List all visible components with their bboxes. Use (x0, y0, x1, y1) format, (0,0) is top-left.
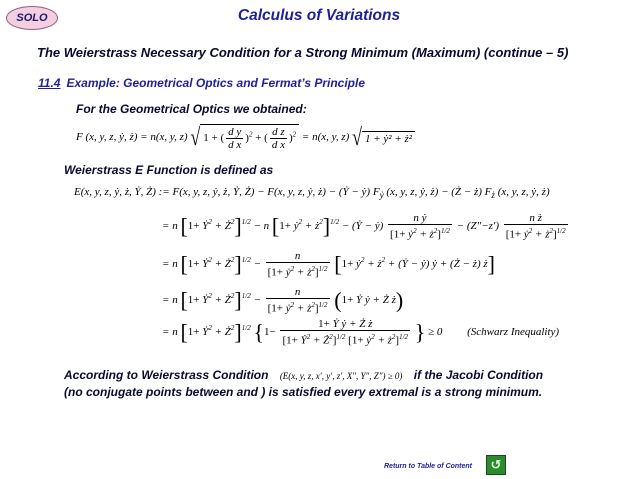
weierstrass-label: Weierstrass E Function is defined as (64, 163, 274, 177)
section-number: 11.4 (38, 76, 61, 90)
sqrt-icon: √ (190, 123, 201, 151)
return-to-toc-link[interactable]: Return to Table of Content (384, 463, 473, 470)
page-title: Calculus of Variations (237, 7, 401, 24)
e-function-line-4: = n [1+ Ẏ$^2$ + $Ż^2]^{1/2}$ − $\frac{n}{[1+ ẏ^2 + ż^2]^{1/2}}$ (1+ Ẏ ẏ + Ż ż) (162, 286, 404, 315)
e-function-line-1 (74, 186, 550, 200)
optics-equation (76, 124, 415, 151)
e-function-lhs: E(x, y, z, ẏ, ż, Ẏ, Ż) := (74, 186, 170, 198)
sqrt-arg-1: 1 + ( $\frac{\text{d y}}{\text{d x}}$ )$^2$ + ( $\frac{\text{d z}}{\text{d x}}$ )$^2$ (200, 124, 299, 151)
page-subtitle: The Weierstrass Necessary Condition for a Strong Minimum (Maximum) (continue – 5) (37, 45, 569, 60)
e-function-rhs-part1: F(x, y, z, ẏ, ż, Ẏ, Ż) − F(x, y, z, ẏ, ż) − (Ẏ − ẏ) F (172, 186, 380, 198)
e-function-line-5: = n [1+ Ẏ$^2$ + $Ż^2]^{1/2}$ {1− $\frac{\text{1+ Ẏ ẏ + Ż ż}}{[1+ Ẏ^2 + Ż^2]^{1/2} [1+ ẏ^2 + ż^2]^{1/2}}$ } ≥ 0 (Schwarz Inequality) (162, 318, 560, 347)
e-function-sub-y: ẏ (379, 190, 384, 201)
return-arrow-icon[interactable]: ↺ (486, 455, 506, 475)
sqrt-icon: √ (352, 123, 362, 151)
conclusion-end: if the Jacobi Condition (413, 368, 544, 382)
sqrt-arg-2: 1 + ẏ² + ż² (362, 131, 415, 145)
e-function-line-3: = n [1+ Ẏ$^2$ + $Ż^2]^{1/2}$ − $\frac{n}{[1+ ẏ^2 + ż^2]^{1/2}}$ [1+ ẏ$^2$ + $ż^2$ + (Ẏ − ẏ) ẏ + (Ż − ż) ż] (162, 250, 495, 279)
section-heading (38, 76, 365, 90)
e-function-sub-z: ż (491, 190, 495, 201)
conclusion-line-1 (64, 368, 543, 382)
e-function-rhs-part3: (x, y, z, ẏ, ż) (497, 186, 550, 198)
e-function-line-2: = n [1+ Ẏ$^2$ + $Ż^2]^{1/2} - n$ [1+ ẏ$^2$ + $ż^2]^{1/2}$ − (Ẏ − ẏ) $\frac{\text{n ẏ}}{[1+ ẏ^2 + ż^2]^{1/2}}$ − (Z″−z′) $\frac{\text{n ż}}{[1+ ẏ^2 + ż^2]^{1/2}}$ (162, 212, 566, 241)
section-title: Example: Geometrical Optics and Fermat’s Principle (66, 76, 366, 90)
weierstrass-condition: (E(x, y, z, x′, y′, z′, X″, Y″, Z″) ≥ 0) (279, 371, 403, 381)
conclusion-line-2: (no conjugate points between and ) is satisfied every extremal is a strong minimum. (64, 385, 543, 399)
schwarz-note: (Schwarz Inequality) (467, 325, 560, 338)
optics-mid: = n(x, y, z) (301, 131, 350, 144)
optics-lhs: F (x, y, z, ẏ, ż) = n(x, y, z) (76, 131, 188, 144)
e-function-rhs-part2: (x, y, z, ẏ, ż) − (Ż − ż) F (386, 186, 492, 198)
conclusion-start: According to Weierstrass Condition (64, 368, 269, 382)
optics-label: For the Geometrical Optics we obtained: (76, 102, 307, 116)
solo-logo: SOLO (6, 6, 58, 30)
